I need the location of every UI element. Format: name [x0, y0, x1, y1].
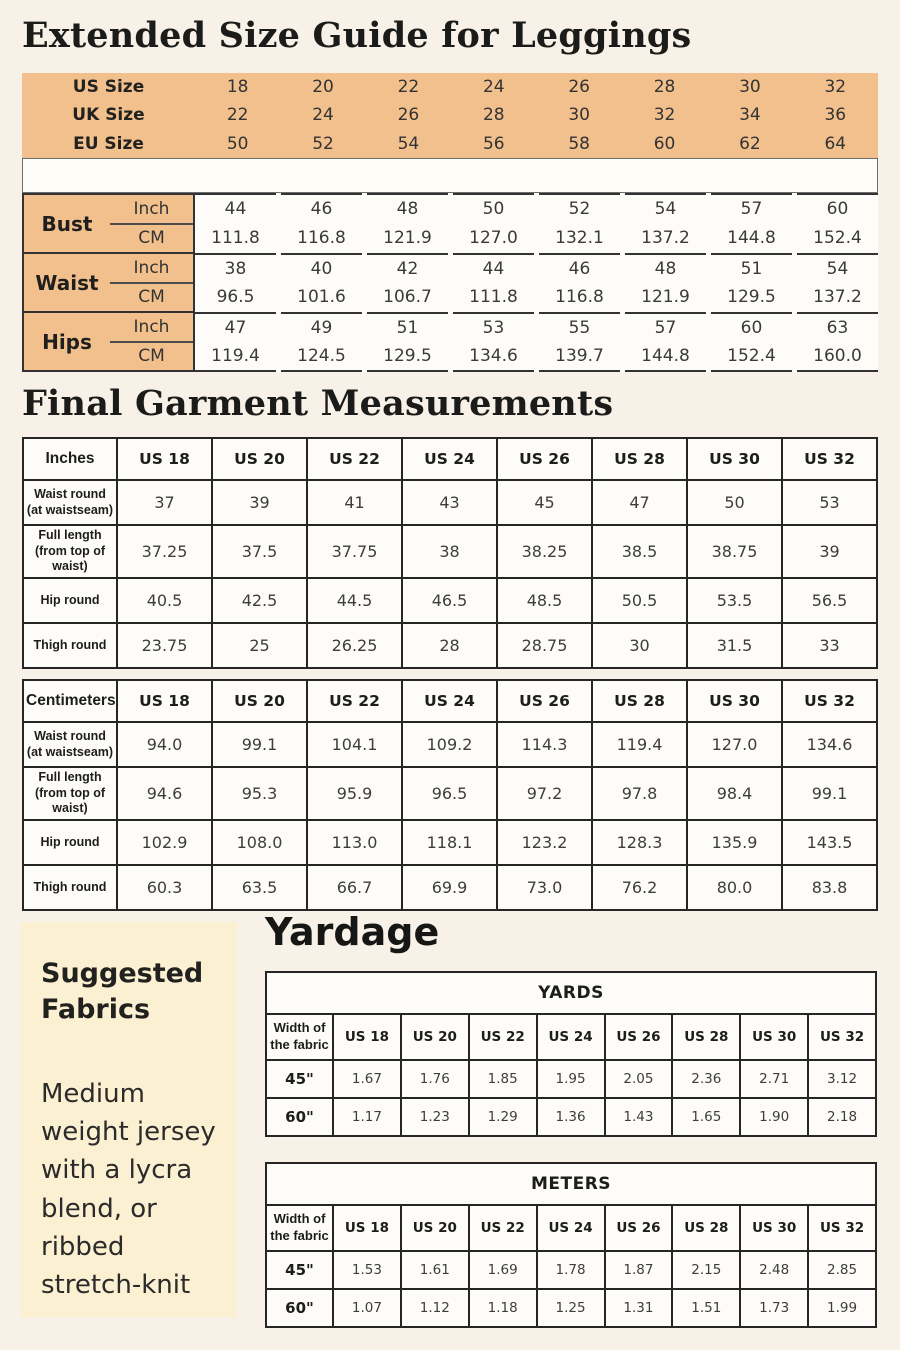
measurement-cell: 57 — [625, 312, 706, 342]
garment-data-row — [23, 480, 877, 525]
measurement-value-cell: 76.2 — [592, 865, 687, 910]
size-value: 22 — [397, 77, 420, 98]
measurement-value-cell: 113.0 — [307, 820, 402, 865]
body-section-units — [110, 313, 193, 370]
measurement-cell: 144.8 — [625, 342, 706, 372]
measurement-value-cell: 47 — [592, 480, 687, 525]
size-header-cell: US 28 — [672, 1014, 740, 1060]
size-value: 32 — [653, 105, 676, 126]
body-section — [24, 311, 193, 370]
measurement-cell: 55 — [539, 312, 620, 342]
yardage-value-cell: 1.73 — [740, 1289, 808, 1327]
yardage-value-cell: 2.18 — [808, 1098, 876, 1136]
size-conversion-table — [22, 73, 878, 158]
measurement-cell: 137.2 — [813, 287, 862, 308]
yardage-value-cell: 1.85 — [469, 1060, 537, 1098]
measurement-value-cell: 33 — [782, 623, 877, 668]
measurement-cell: 60 — [797, 193, 878, 223]
size-header-cell: US 22 — [307, 438, 402, 480]
measurement-value-cell: 48.5 — [497, 578, 592, 623]
size-value: 36 — [824, 105, 847, 126]
measurement-value-cell: 114.3 — [497, 722, 592, 767]
measurement-value-cell: 99.1 — [782, 767, 877, 820]
measurement-value-cell: 45 — [497, 480, 592, 525]
yardage-data-row — [266, 1289, 876, 1327]
body-section-label: Bust — [41, 211, 93, 236]
size-header-cell: US 18 — [117, 680, 212, 722]
garment-data-row — [23, 623, 877, 668]
yardage-data-row — [266, 1098, 876, 1136]
measurement-value-cell: 37.5 — [212, 525, 307, 578]
size-value: 60 — [653, 133, 676, 154]
body-section — [24, 252, 193, 311]
yardage-data-row — [266, 1060, 876, 1098]
garment-data-row — [23, 767, 877, 820]
measurement-cell: 47 — [195, 312, 276, 342]
measurement-cell: 101.6 — [297, 287, 346, 308]
measurement-cell: 124.5 — [281, 342, 362, 372]
measurement-cell: 46 — [539, 253, 620, 283]
size-header-cell: US 26 — [605, 1205, 673, 1251]
measurement-value-cell: 127.0 — [687, 722, 782, 767]
measurement-value-cell: 102.9 — [117, 820, 212, 865]
measurement-value-cell: 53.5 — [687, 578, 782, 623]
size-header-cell: US 18 — [333, 1205, 401, 1251]
measurement-value-cell: 69.9 — [402, 865, 497, 910]
size-header-cell: US 20 — [401, 1205, 469, 1251]
size-value: 28 — [653, 77, 676, 98]
yardage-caption-row — [266, 972, 876, 1014]
yardage-header-row — [266, 1205, 876, 1251]
size-value: 30 — [739, 77, 761, 98]
size-header-cell: US 24 — [537, 1205, 605, 1251]
measurement-value-cell: 104.1 — [307, 722, 402, 767]
size-value: 30 — [568, 105, 590, 126]
size-value: 32 — [824, 77, 847, 98]
yardage-value-cell: 1.43 — [605, 1098, 673, 1136]
garment-data-row — [23, 820, 877, 865]
yardage-yards-table — [265, 971, 877, 1137]
size-header-cell: US 22 — [469, 1205, 537, 1251]
yardage-value-cell: 1.99 — [808, 1289, 876, 1327]
measurement-cell: 51 — [367, 312, 448, 342]
yardage-value-cell: 1.17 — [333, 1098, 401, 1136]
size-header-cell: US 32 — [808, 1205, 876, 1251]
spacer-row — [22, 158, 878, 193]
body-measurements-values — [195, 193, 878, 372]
measurement-cell: 137.2 — [641, 227, 690, 248]
measurement-cell: 48 — [625, 253, 706, 283]
body-measurements-table — [22, 193, 878, 372]
suggested-fabrics-text: Medium weight jersey with a lycra blend, or ribbed stretch-knit — [41, 1078, 216, 1300]
size-value: 20 — [312, 77, 334, 98]
size-value: 64 — [824, 133, 847, 154]
yardage-header-row — [266, 1014, 876, 1060]
measurement-cell: 152.4 — [813, 227, 862, 248]
measurement-value-cell: 43 — [402, 480, 497, 525]
fabric-width-corner-cell: Width of the fabric — [266, 1014, 333, 1060]
measurement-cell: 44 — [195, 193, 276, 223]
size-system-label: UK Size — [72, 105, 145, 126]
size-header-cell: US 30 — [687, 438, 782, 480]
measurement-cell: 121.9 — [383, 227, 432, 248]
size-header-cell: US 26 — [605, 1014, 673, 1060]
suggested-fabrics-title: Suggested Fabrics — [41, 958, 204, 1026]
yardage-value-cell: 1.31 — [605, 1289, 673, 1327]
measurement-row-label: Waist round (at waistseam) — [23, 480, 117, 525]
size-header-cell: US 18 — [333, 1014, 401, 1060]
measurement-cell: 127.0 — [469, 227, 518, 248]
yardage-value-cell: 1.23 — [401, 1098, 469, 1136]
fabric-width-label: 45" — [266, 1251, 333, 1289]
size-header-cell: US 22 — [469, 1014, 537, 1060]
measurement-value-cell: 98.4 — [687, 767, 782, 820]
unit-label: Inch — [110, 195, 193, 225]
measurement-cell: 116.8 — [297, 227, 346, 248]
body-section-units — [110, 254, 193, 311]
measurement-cell: 129.5 — [727, 287, 776, 308]
page-title: Extended Size Guide for Leggings — [22, 15, 692, 56]
measurement-value-cell: 60.3 — [117, 865, 212, 910]
yardage-value-cell: 2.71 — [740, 1060, 808, 1098]
measurement-value-cell: 73.0 — [497, 865, 592, 910]
measurement-row-label: Hip round — [23, 820, 117, 865]
measurement-cell: 40 — [281, 253, 362, 283]
yardage-value-cell: 1.36 — [537, 1098, 605, 1136]
measurement-cell: 132.1 — [555, 227, 604, 248]
size-value: 54 — [397, 133, 420, 154]
measurement-cell: 46 — [281, 193, 362, 223]
yardage-value-cell: 1.95 — [537, 1060, 605, 1098]
size-system-label: US Size — [72, 77, 145, 98]
yardage-unit-caption: METERS — [266, 1163, 876, 1205]
measurement-cell: 50 — [453, 193, 534, 223]
yardage-value-cell: 1.90 — [740, 1098, 808, 1136]
unit-label: Inch — [110, 313, 193, 343]
measurement-cell: 63 — [797, 312, 878, 342]
yardage-value-cell: 1.29 — [469, 1098, 537, 1136]
garment-data-row — [23, 722, 877, 767]
size-value: 56 — [482, 133, 505, 154]
size-header-cell: US 32 — [808, 1014, 876, 1060]
measurement-value-cell: 39 — [782, 525, 877, 578]
measurement-value-cell: 134.6 — [782, 722, 877, 767]
measurement-value-cell: 96.5 — [402, 767, 497, 820]
fabric-width-corner-cell: Width of the fabric — [266, 1205, 333, 1251]
measurement-cell: 134.6 — [453, 342, 534, 372]
measurement-value-cell: 119.4 — [592, 722, 687, 767]
size-header-cell: US 22 — [307, 680, 402, 722]
measurement-cell: 121.9 — [641, 287, 690, 308]
measurement-value-cell: 99.1 — [212, 722, 307, 767]
measurement-value-cell: 80.0 — [687, 865, 782, 910]
size-values-row — [195, 134, 878, 154]
measurement-cell: 38 — [195, 253, 276, 283]
size-values-row — [195, 105, 878, 125]
measurement-cell: 57 — [711, 193, 792, 223]
body-section-label: Hips — [42, 329, 92, 354]
measurement-value-cell: 50.5 — [592, 578, 687, 623]
size-header-cell: US 32 — [782, 680, 877, 722]
measurement-value-cell: 40.5 — [117, 578, 212, 623]
measurement-value-cell: 143.5 — [782, 820, 877, 865]
measurement-cell: 42 — [367, 253, 448, 283]
measurement-value-cell: 109.2 — [402, 722, 497, 767]
measurement-value-cell: 44.5 — [307, 578, 402, 623]
measurement-value-cell: 123.2 — [497, 820, 592, 865]
measurement-value-cell: 38.25 — [497, 525, 592, 578]
measurement-cell: 139.7 — [539, 342, 620, 372]
measurement-value-cell: 97.2 — [497, 767, 592, 820]
measurement-value-cell: 37.25 — [117, 525, 212, 578]
fabric-width-label: 60" — [266, 1289, 333, 1327]
size-value: 62 — [739, 133, 761, 154]
measurement-cell: 111.8 — [211, 227, 260, 248]
measurement-cell: 48 — [367, 193, 448, 223]
size-header-cell: US 30 — [740, 1014, 808, 1060]
measurement-cell: 53 — [453, 312, 534, 342]
measurement-row-label: Thigh round — [23, 865, 117, 910]
size-value: 26 — [397, 105, 420, 126]
garment-measurements-title: Final Garment Measurements — [22, 383, 614, 424]
measurement-value-cell: 66.7 — [307, 865, 402, 910]
garment-inches-table — [22, 437, 878, 669]
size-value: 24 — [312, 105, 334, 126]
yardage-value-cell: 2.15 — [672, 1251, 740, 1289]
measurement-value-cell: 41 — [307, 480, 402, 525]
measurement-value-cell: 94.0 — [117, 722, 212, 767]
yardage-caption-row — [266, 1163, 876, 1205]
measurement-value-cell: 108.0 — [212, 820, 307, 865]
size-value: 28 — [482, 105, 505, 126]
size-header-cell: US 30 — [740, 1205, 808, 1251]
measurement-value-cell: 30 — [592, 623, 687, 668]
fabric-width-label: 60" — [266, 1098, 333, 1136]
measurement-value-cell: 128.3 — [592, 820, 687, 865]
garment-header-row — [23, 438, 877, 480]
measurement-cell: 51 — [711, 253, 792, 283]
measurement-cell: 54 — [797, 253, 878, 283]
body-section-label: Waist — [35, 270, 99, 295]
body-section-units — [110, 195, 193, 252]
measurement-cell: 119.4 — [195, 342, 276, 372]
size-value: 26 — [568, 77, 590, 98]
measurement-value-cell: 94.6 — [117, 767, 212, 820]
measurement-cell: 106.7 — [383, 287, 432, 308]
measurement-value-cell: 63.5 — [212, 865, 307, 910]
fabric-width-label: 45" — [266, 1060, 333, 1098]
yardage-value-cell: 1.67 — [333, 1060, 401, 1098]
yardage-meters-table — [265, 1162, 877, 1328]
size-system-label: EU Size — [73, 133, 144, 154]
garment-data-row — [23, 525, 877, 578]
measurement-value-cell: 135.9 — [687, 820, 782, 865]
size-header-cell: US 24 — [402, 680, 497, 722]
measurement-value-cell: 38.75 — [687, 525, 782, 578]
measurement-value-cell: 95.9 — [307, 767, 402, 820]
size-conversion-row — [22, 73, 878, 101]
measurement-value-cell: 37.75 — [307, 525, 402, 578]
yardage-value-cell: 1.51 — [672, 1289, 740, 1327]
body-measurements-labels — [22, 193, 195, 372]
garment-header-row — [23, 680, 877, 722]
size-header-cell: US 24 — [402, 438, 497, 480]
measurement-cell: 96.5 — [216, 287, 255, 308]
measurement-row-label: Waist round (at waistseam) — [23, 722, 117, 767]
size-header-cell: US 30 — [687, 680, 782, 722]
measurement-value-cell: 56.5 — [782, 578, 877, 623]
size-header-cell: US 32 — [782, 438, 877, 480]
measurement-row-label: Hip round — [23, 578, 117, 623]
size-header-cell: US 18 — [117, 438, 212, 480]
size-value: 24 — [482, 77, 505, 98]
unit-label: Inch — [110, 254, 193, 284]
size-header-cell: US 26 — [497, 438, 592, 480]
measurement-value-cell: 31.5 — [687, 623, 782, 668]
measurement-value-cell: 37 — [117, 480, 212, 525]
yardage-value-cell: 1.18 — [469, 1289, 537, 1327]
yardage-value-cell: 3.12 — [808, 1060, 876, 1098]
unit-corner-cell: Inches — [23, 438, 117, 480]
measurement-value-cell: 95.3 — [212, 767, 307, 820]
measurement-row-label: Full length (from top of waist) — [23, 767, 117, 820]
size-header-cell: US 28 — [592, 438, 687, 480]
yardage-value-cell: 1.78 — [537, 1251, 605, 1289]
yardage-value-cell: 1.76 — [401, 1060, 469, 1098]
measurement-value-cell: 28.75 — [497, 623, 592, 668]
measurement-value-cell: 97.8 — [592, 767, 687, 820]
size-value: 18 — [226, 77, 249, 98]
measurement-cell: 54 — [625, 193, 706, 223]
measurement-cell: 116.8 — [555, 287, 604, 308]
measurement-value-cell: 25 — [212, 623, 307, 668]
yardage-value-cell: 1.25 — [537, 1289, 605, 1327]
measurement-value-cell: 53 — [782, 480, 877, 525]
size-header-cell: US 20 — [401, 1014, 469, 1060]
yardage-value-cell: 2.48 — [740, 1251, 808, 1289]
measurement-value-cell: 38.5 — [592, 525, 687, 578]
measurement-cell: 152.4 — [711, 342, 792, 372]
measurement-cell: 44 — [453, 253, 534, 283]
yardage-value-cell: 1.87 — [605, 1251, 673, 1289]
measurement-cell: 144.8 — [727, 227, 776, 248]
yardage-title: Yardage — [265, 910, 440, 954]
size-header-cell: US 28 — [592, 680, 687, 722]
measurement-value-cell: 23.75 — [117, 623, 212, 668]
measurement-cell: 60 — [711, 312, 792, 342]
yardage-value-cell: 1.07 — [333, 1289, 401, 1327]
garment-centimeters-table — [22, 679, 878, 911]
yardage-value-cell: 1.61 — [401, 1251, 469, 1289]
measurement-value-cell: 42.5 — [212, 578, 307, 623]
size-header-cell: US 28 — [672, 1205, 740, 1251]
measurement-cell: 49 — [281, 312, 362, 342]
yardage-value-cell: 1.53 — [333, 1251, 401, 1289]
measurement-value-cell: 83.8 — [782, 865, 877, 910]
yardage-value-cell: 2.05 — [605, 1060, 673, 1098]
size-conversion-row — [22, 101, 878, 129]
size-value: 34 — [739, 105, 761, 126]
size-values-row — [195, 77, 878, 97]
size-value: 58 — [568, 133, 590, 154]
size-header-cell: US 24 — [537, 1014, 605, 1060]
measurement-cell: 129.5 — [367, 342, 448, 372]
size-value: 52 — [312, 133, 334, 154]
measurement-value-cell: 39 — [212, 480, 307, 525]
unit-label: CM — [138, 228, 165, 249]
size-conversion-row — [22, 130, 878, 158]
size-value: 50 — [226, 133, 249, 154]
yardage-value-cell: 1.69 — [469, 1251, 537, 1289]
measurement-value-cell: 50 — [687, 480, 782, 525]
unit-corner-cell: Centimeters — [23, 680, 117, 722]
yardage-value-cell: 2.85 — [808, 1251, 876, 1289]
measurement-value-cell: 38 — [402, 525, 497, 578]
unit-label: CM — [138, 287, 165, 308]
garment-data-row — [23, 865, 877, 910]
measurement-cell: 160.0 — [797, 342, 878, 372]
suggested-fabrics-panel — [21, 922, 237, 1317]
yardage-value-cell: 1.65 — [672, 1098, 740, 1136]
measurement-value-cell: 28 — [402, 623, 497, 668]
measurement-row-label: Thigh round — [23, 623, 117, 668]
size-header-cell: US 26 — [497, 680, 592, 722]
yardage-value-cell: 1.12 — [401, 1289, 469, 1327]
unit-label: CM — [138, 346, 165, 367]
measurement-value-cell: 26.25 — [307, 623, 402, 668]
size-header-cell: US 20 — [212, 680, 307, 722]
yardage-value-cell: 2.36 — [672, 1060, 740, 1098]
measurement-value-cell: 46.5 — [402, 578, 497, 623]
size-header-cell: US 20 — [212, 438, 307, 480]
garment-data-row — [23, 578, 877, 623]
measurement-value-cell: 118.1 — [402, 820, 497, 865]
body-section — [24, 195, 193, 252]
measurement-row-label: Full length (from top of waist) — [23, 525, 117, 578]
size-value: 22 — [226, 105, 249, 126]
measurement-cell: 52 — [539, 193, 620, 223]
yardage-unit-caption: YARDS — [266, 972, 876, 1014]
measurement-cell: 111.8 — [469, 287, 518, 308]
yardage-data-row — [266, 1251, 876, 1289]
